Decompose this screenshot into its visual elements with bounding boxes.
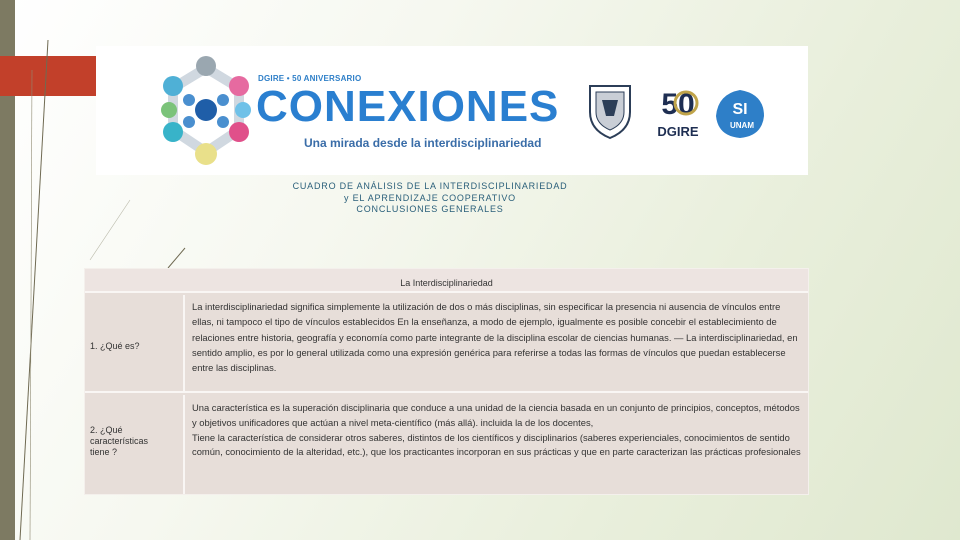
document-title — [230, 181, 630, 216]
unam-crest-icon — [584, 82, 636, 140]
si-unam-logo-icon — [712, 88, 768, 140]
row-text: La interdisciplinariedad significa simplemente la utilización de dos o más disciplinas, sin especificar la presencia ni ausencia de vínculos entre ellas, ni tampoco el tipo de vínculos establecidos En la enseñanza, a modo de ejemplo, igualmente es posible concebir el establecimiento de relaciones entre historia, geografía y economía como parte integrante de la disciplina escolar de ciencias humanas. — La interdisciplinariedad, en sentido amplio, es por lo general utilizada como una expresión genérica para referirse a todas las formas de vínculos que puedan establecerse entre las disciplinas. — [192, 301, 798, 374]
conexiones-banner — [96, 46, 808, 175]
table-header: La Interdisciplinariedad — [85, 269, 808, 293]
analysis-table — [84, 268, 809, 495]
table-row — [85, 395, 808, 494]
svg-text:50: 50 — [661, 88, 695, 121]
svg-text:DGIRE: DGIRE — [657, 124, 699, 138]
banner-title: CONEXIONES — [256, 82, 560, 131]
svg-text:SI: SI — [732, 101, 748, 118]
row-text-paragraph-1: Una característica es la superación disciplinaria que conduce a una unidad de la ciencia basada en un conjunto de principios, conceptos, métodos y objetivos unificadores que actúan a nivel meta-científico (más allá). incluida la de los docentes, — [192, 402, 800, 428]
row-label: 1. ¿Qué es? — [90, 341, 140, 351]
svg-text:UNAM: UNAM — [730, 121, 754, 130]
dgire-50-logo-icon — [648, 84, 708, 138]
molecule-logo-icon — [151, 48, 261, 172]
table-row — [85, 295, 808, 393]
title-line-2: y EL APRENDIZAJE COOPERATIVO — [344, 192, 516, 203]
title-line-3: CONCLUSIONES GENERALES — [356, 204, 504, 214]
row-text-cell — [192, 401, 802, 460]
red-accent-tab — [0, 56, 96, 96]
row-label: 2. ¿Qué características tiene ? — [90, 425, 149, 457]
banner-tag: DGIRE • 50 ANIVERSARIO — [258, 74, 362, 83]
row-text-cell — [192, 299, 802, 375]
row-text-paragraph-2: Tiene la característica de considerar otros saberes, distintos de los científicos y disciplinarios (saberes experienciales, conocimientos de sentido común, conocimiento de la alteridad, etc.), que los practicantes incorporan en sus prácticas y que en parte caracterizan las prácticas profesionales — [192, 431, 801, 458]
row-label-cell — [85, 295, 185, 391]
banner-subtitle: Una mirada desde la interdisciplinariedad — [304, 136, 542, 150]
title-line-1: CUADRO DE ANÁLISIS DE LA INTERDISCIPLINARIEDAD — [292, 181, 568, 191]
row-label-cell — [85, 395, 185, 494]
